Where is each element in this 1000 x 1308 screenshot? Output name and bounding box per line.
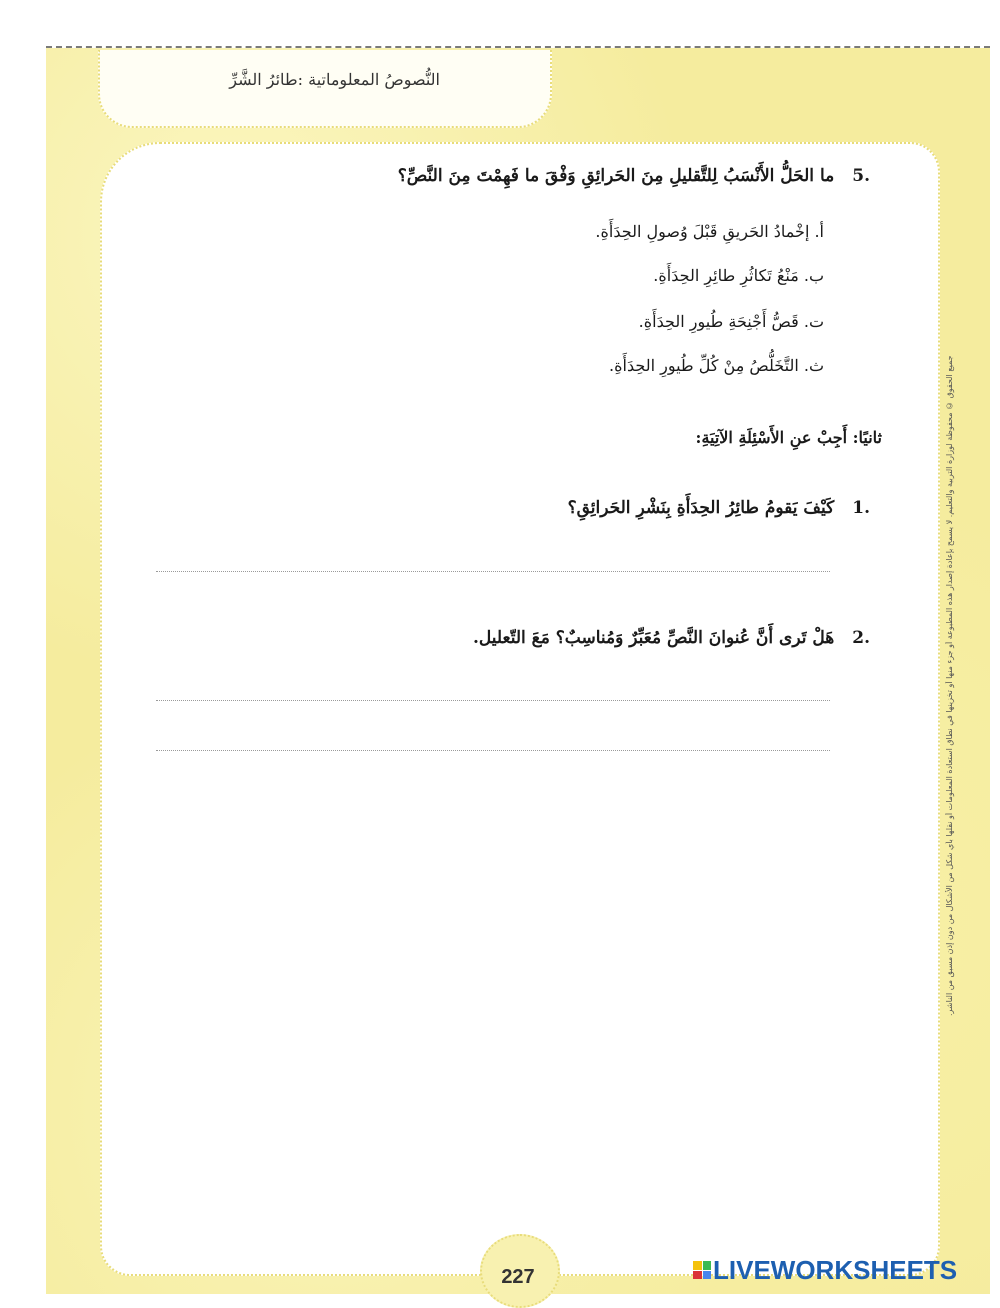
question-1 (568, 498, 870, 518)
section-heading: ثانيًا: أَجِبْ عنِ الأَسْئِلَةِ الآتِيَةِ: (695, 428, 882, 447)
option-c[interactable]: ت. قَصُّ أَجْنِحَةِ طُيورِ الحِدَأَةِ. (638, 312, 824, 331)
question-2-number: .2 (852, 628, 870, 648)
question-5-number: .5 (852, 166, 870, 186)
liveworksheets-logo[interactable] (693, 1255, 993, 1285)
question-2-text: هَلْ تَرى أَنَّ عُنوانَ النَّصِّ مُعَبِّرٌ وَمُناسِبٌ؟ مَعَ التّعليل. (472, 628, 835, 648)
question-5 (398, 166, 870, 186)
logo-grid-cell (703, 1261, 712, 1270)
option-a[interactable]: أ. إخْمادُ الحَريقِ قَبْلَ وُصولِ الحِدَأَةِ. (595, 222, 824, 241)
logo-grid-icon (693, 1261, 711, 1279)
logo-text: LIVEWORKSHEETS (713, 1254, 958, 1285)
answer-line-q2-2[interactable] (156, 750, 830, 751)
answer-line-q2-1[interactable] (156, 700, 830, 701)
question-5-text: ما الحَلُّ الأَنْسَبُ لِلتَّقليلِ مِنَ الحَرائِقِ وَفْقَ ما فَهِمْتَ مِنَ النَّصِّ؟ (397, 166, 835, 186)
logo-grid-cell (693, 1261, 702, 1270)
page-title: النُّصوصُ المعلوماتية :طائرُ الشَّرِّ (229, 70, 440, 89)
logo-grid-cell (693, 1271, 702, 1280)
copyright-note: جميع الحقوق © محفوظة لوزارة التربية والتعليم. لا يسمح بإعادة إصدار هذه المطبوعة أو جزء منها أو تخزينها في نطاق استعادة المعلومات أو نقلها بأي شكل من الأشكال من دون إذن مسبق من الناشر. (945, 355, 954, 1016)
question-1-text: كَيْفَ يَقومُ طائِرُ الحِدَأَةِ بِنَشْرِ الحَرائِقِ؟ (567, 498, 835, 518)
question-2 (473, 628, 870, 648)
option-d[interactable]: ث. التَّخَلُّصُ مِنْ كُلِّ طُيورِ الحِدَأَةِ. (609, 356, 824, 375)
question-1-number: .1 (852, 498, 870, 518)
answer-line-q1[interactable] (156, 571, 830, 572)
option-b[interactable]: ب. مَنْعُ تَكاثُرِ طائِرِ الحِدَأَةِ. (653, 266, 824, 285)
logo-grid-cell (703, 1271, 712, 1280)
page-number: 227 (501, 1266, 535, 1288)
